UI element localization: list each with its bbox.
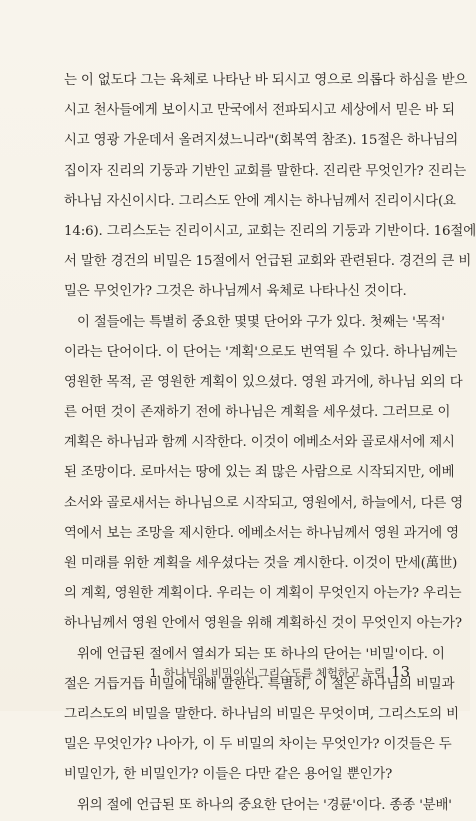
paragraph-start-line: 이 절들에는 특별히 중요한 몇몇 단어와 구가 있다. 첫째는 '목적' <box>77 314 445 330</box>
text-line: 영원한 목적, 곧 영원한 계획이 있으셨다. 영원 과거에, 하나님 외의 다 <box>64 374 463 390</box>
text-line: 계획은 하나님과 함께 시작한다. 이것이 에베소서와 골로새서에 제시 <box>64 435 455 451</box>
text-line: 역에서 보는 조망을 제시한다. 에베소서는 하나님께서 영원 과거에 영 <box>64 525 459 541</box>
text-line: 밀은 무엇인가? 나아가, 이 두 비밀의 차이는 무엇인가? 이것들은 두 <box>64 737 452 753</box>
text-line: 그리스도의 비밀을 말한다. 하나님의 비밀은 무엇이며, 그리스도의 비 <box>64 706 459 722</box>
text-line: 서 말한 경건의 비밀은 15절에서 언급된 교회와 관련된다. 경건의 큰 비 <box>64 254 472 270</box>
text-line: 는 이 없도다 그는 육체로 나타난 바 되시고 영으로 의롭다 하심을 받으 <box>64 73 468 88</box>
running-title: 1. 하나님의 비밀이신 그리스도를 체험하고 누림 <box>149 666 385 680</box>
text-line: 시고 영광 가운데서 올려지셨느니라"(회복역 참조). 15절은 하나님의 <box>64 133 459 149</box>
page-number: 13 <box>390 663 410 681</box>
text-line: 밀은 무엇인가? 그것은 하나님께서 육체로 나타나신 것이다. <box>64 284 407 300</box>
text-line: 시고 천사들에게 보이시고 만국에서 전파되시고 세상에서 믿은 바 되 <box>64 103 455 119</box>
text-line: 집이자 진리의 기둥과 기반인 교회를 말한다. 진리란 무엇인가? 진리는 <box>64 163 466 179</box>
text-line: 이라는 단어이다. 이 단어는 '계획'으로도 번역될 수 있다. 하나님께는 <box>64 344 458 360</box>
text-line: 절은 거듭거듭 비밀에 대해 말한다. 특별히, 이 절은 하나님의 비밀과 <box>64 676 455 692</box>
page-footer <box>0 663 410 681</box>
text-line: 원 미래를 위한 계획을 세우셨다는 것을 계시한다. 이것이 만세(萬世) <box>64 556 458 571</box>
text-line: 된 조망이다. 로마서는 땅에 있는 죄 많은 사람으로 시작되지만, 에베 <box>64 465 455 481</box>
text-line: 하나님 자신이시다. 그리스도 안에 계시는 하나님께서 진리이시다(요 <box>64 193 456 209</box>
text-line: 의 계획, 영원한 계획이다. 우리는 이 계획이 무엇인지 아는가? 우리는 <box>64 586 462 602</box>
body-text <box>64 66 476 821</box>
paragraph-start-line: 위에 언급된 절에서 열쇠가 되는 또 하나의 단어는 '비밀'이다. 이 <box>77 646 445 662</box>
text-line: 소서와 골로새서는 하나님으로 시작되고, 영원에서, 하늘에서, 다른 영 <box>64 495 464 511</box>
text-line: 하나님께서 영원 안에서 영원을 위해 계획하신 것이 무엇인지 아는가? <box>64 616 462 632</box>
text-line: 른 어떤 것이 존재하기 전에 하나님은 계획을 세우셨다. 그러므로 이 <box>64 405 451 421</box>
text-line: 14:6). 그리스도는 진리이시고, 교회는 진리의 기둥과 기반이다. 16절에 <box>64 223 476 239</box>
text-line: 비밀인가, 한 비밀인가? 이들은 다만 같은 용어일 뿐인가? <box>64 767 393 783</box>
paragraph-start-line: 위의 절에 언급된 또 하나의 중요한 단어는 '경륜'이다. 종종 '분배' <box>77 797 452 813</box>
